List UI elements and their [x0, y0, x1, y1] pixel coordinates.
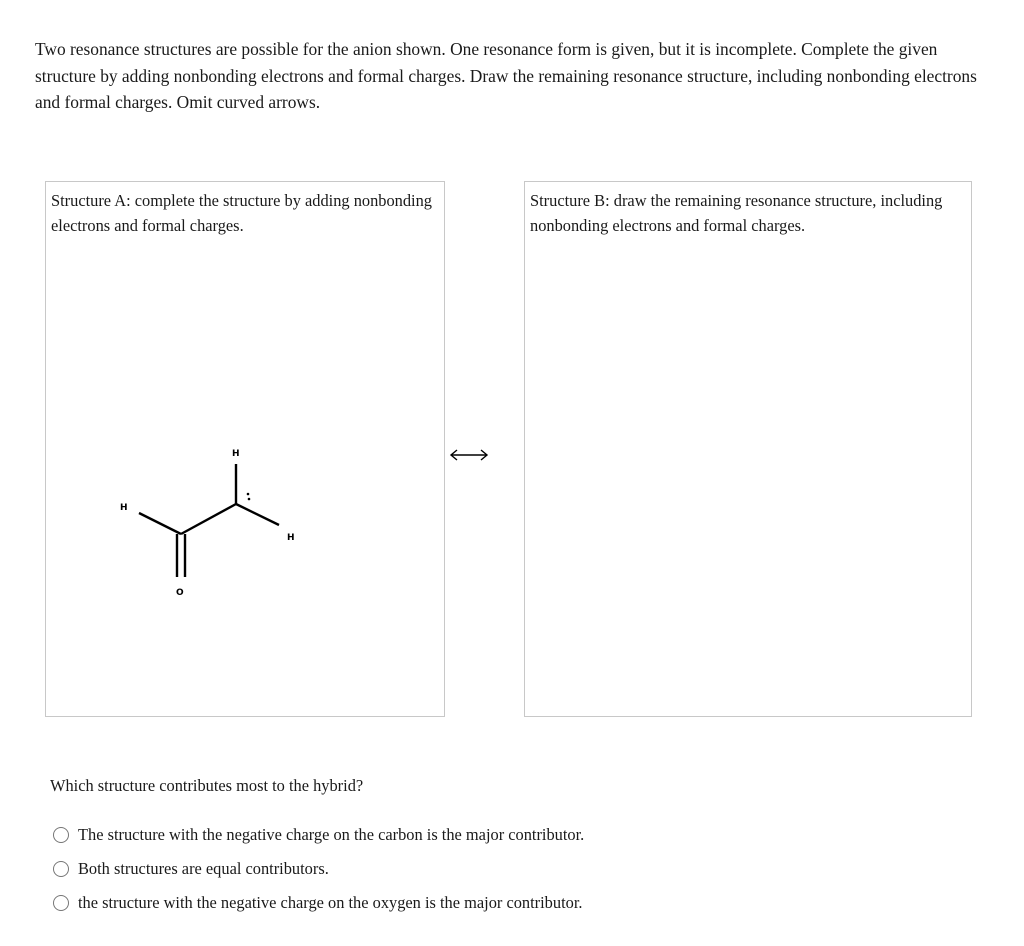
atom-h-right: H: [287, 533, 295, 543]
radio-button[interactable]: [53, 861, 69, 877]
option-equal-contributors[interactable]: [53, 852, 584, 886]
structure-b-label: Structure B: draw the remaining resonance structure, including nonbonding electrons and formal charges.: [530, 191, 943, 235]
option-oxygen-major[interactable]: [53, 886, 584, 920]
option-carbon-major[interactable]: [53, 818, 584, 852]
option-label: the structure with the negative charge on the oxygen is the major contributor.: [78, 893, 583, 912]
option-label: The structure with the negative charge on the carbon is the major contributor.: [78, 825, 585, 844]
structure-a-label: Structure A: complete the structure by adding nonbonding electrons and formal charges.: [51, 191, 433, 235]
lone-pair-electron: [247, 493, 250, 496]
radio-button[interactable]: [53, 827, 69, 843]
bond-c2-h-right: [236, 504, 279, 525]
lone-pair-electron: [248, 498, 251, 501]
structure-b-panel[interactable]: [524, 181, 972, 717]
structure-a-molecule[interactable]: [46, 182, 444, 716]
atom-h-left: H: [120, 503, 128, 513]
answer-options: [53, 818, 584, 920]
bond-h-c1: [139, 513, 181, 534]
radio-button[interactable]: [53, 895, 69, 911]
resonance-arrow-icon: [448, 445, 490, 465]
bond-c1-c2: [181, 504, 236, 534]
atom-oxygen: O: [176, 588, 184, 598]
contributor-question: Which structure contributes most to the hybrid?: [50, 776, 364, 795]
atom-h-top: H: [232, 449, 240, 459]
question-prompt: Two resonance structures are possible for the anion shown. One resonance form is given, but it is incomplete. Complete the given structure by adding nonbonding electrons and formal charges. Draw the remaining resonance structure, including nonbonding electrons and formal charges. Omit curved arrows.: [35, 39, 977, 112]
option-label: Both structures are equal contributors.: [78, 859, 329, 878]
structure-a-panel[interactable]: [45, 181, 445, 717]
